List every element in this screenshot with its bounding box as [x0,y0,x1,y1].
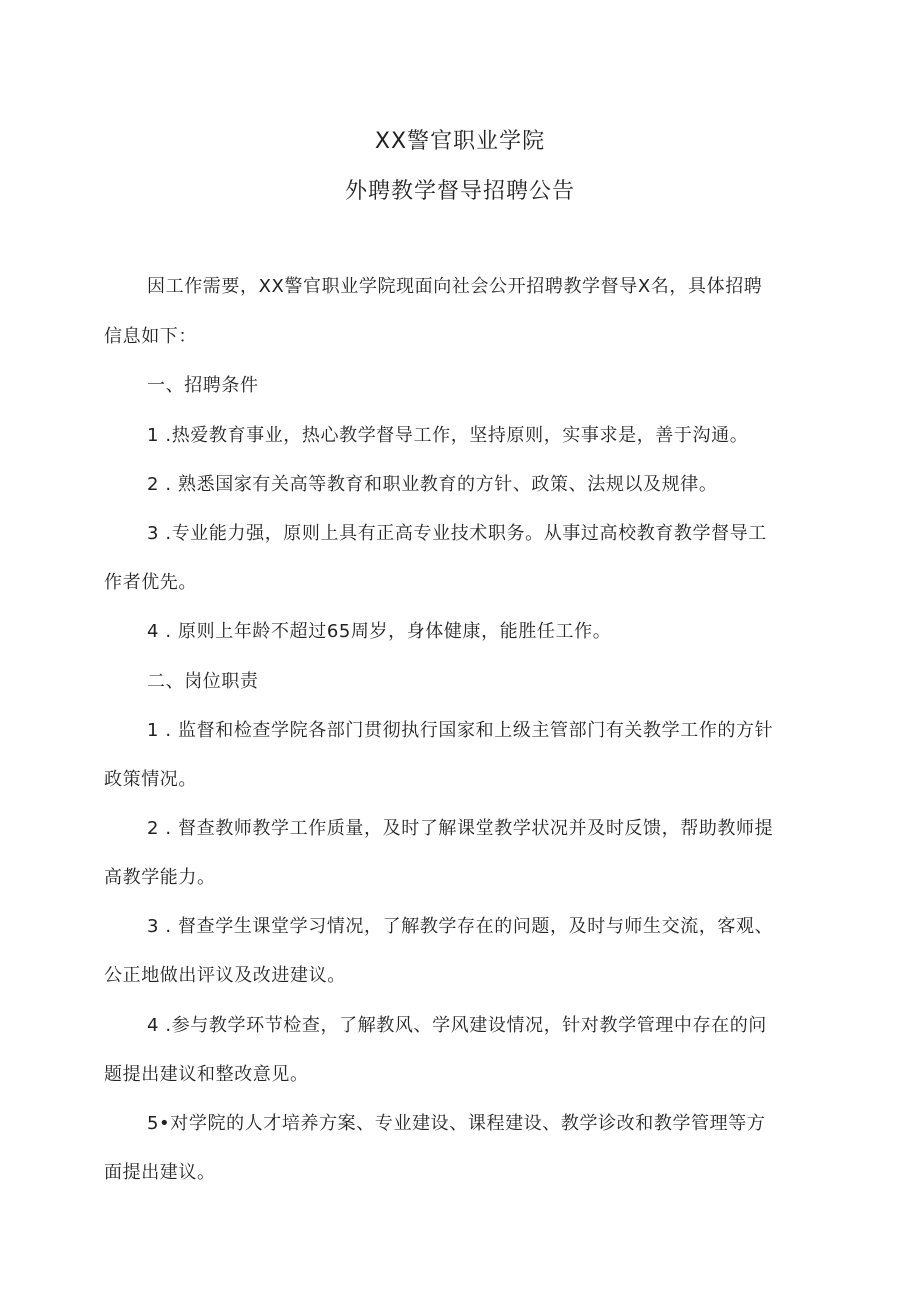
section1-item4: 4 . 原则上年龄不超过65周岁，身体健康，能胜任工作。 [147,621,612,642]
intro-paragraph-line1: 因工作需要，XX警官职业学院现面向社会公开招聘教学督导X名，具体招聘 [147,276,763,297]
section2-heading: 二、岗位职责 [147,671,259,692]
section1-heading: 一、招聘条件 [147,375,259,396]
section1-item1: 1 .热爱教育事业，热心教学督导工作，坚持原则，实事求是，善于沟通。 [147,425,749,446]
intro-paragraph-line2: 信息如下： [104,326,197,347]
section2-item3-line2: 公正地做出评议及改进建议。 [104,965,346,986]
section2-item4-line2: 题提出建议和整改意见。 [104,1064,309,1085]
section2-item1-line1: 1 . 监督和检查学院各部门贯彻执行国家和上级主管部门有关教学工作的方针 [147,720,774,741]
section2-item1-line2: 政策情况。 [104,769,197,790]
section2-item5-line1: 5•对学院的人才培养方案、专业建设、课程建设、教学诊改和教学管理等方 [147,1113,766,1134]
section2-item3-line1: 3 . 督查学生课堂学习情况，了解教学存在的问题，及时与师生交流，客观、 [147,916,774,937]
section2-item5-line2: 面提出建议。 [104,1162,216,1183]
document-title-line2: 外聘教学督导招聘公告 [344,179,575,204]
section2-item2-line2: 高教学能力。 [104,867,216,888]
section1-item2: 2 . 熟悉国家有关高等教育和职业教育的方针、政策、法规以及规律。 [147,474,718,495]
section2-item4-line1: 4 .参与教学环节检查，了解教风、学风建设情况，针对教学管理中存在的问 [147,1015,767,1036]
section2-item2-line1: 2 . 督查教师教学工作质量，及时了解课堂教学状况并及时反馈，帮助教师提 [147,818,774,839]
section1-item3-line2: 作者优先。 [104,572,197,593]
document-title-line1: XX警官职业学院 [374,129,546,154]
section1-item3-line1: 3 .专业能力强，原则上具有正高专业技术职务。从事过高校教育教学督导工 [147,523,767,544]
